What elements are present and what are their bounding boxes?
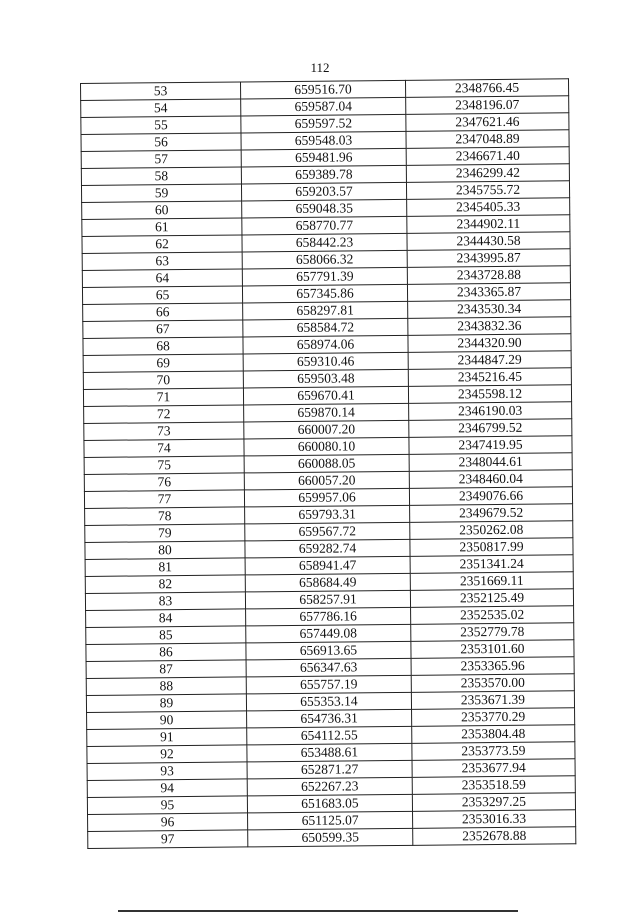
y-coordinate-cell: 2353677.94: [412, 759, 575, 778]
point-number-cell: 61: [82, 218, 242, 237]
point-number-cell: 96: [88, 813, 248, 832]
y-coordinate-cell: 2353770.29: [412, 708, 575, 727]
x-coordinate-cell: 659670.41: [243, 386, 408, 405]
point-number-cell: 60: [82, 201, 242, 220]
point-number-cell: 84: [86, 609, 246, 628]
x-coordinate-cell: 656913.65: [246, 641, 411, 660]
point-number-cell: 72: [84, 405, 244, 424]
point-number-cell: 86: [86, 643, 246, 662]
point-number-cell: 65: [82, 286, 242, 305]
x-coordinate-cell: 660007.20: [244, 420, 409, 439]
y-coordinate-cell: 2353518.59: [412, 776, 575, 795]
point-number-cell: 56: [81, 133, 241, 152]
point-number-cell: 97: [88, 830, 248, 849]
x-coordinate-cell: 658257.91: [245, 590, 410, 609]
x-coordinate-cell: 659503.48: [243, 369, 408, 388]
point-number-cell: 58: [81, 167, 241, 186]
bottom-rule: [118, 910, 518, 912]
x-coordinate-cell: 659516.70: [240, 80, 405, 99]
y-coordinate-cell: 2353773.59: [412, 742, 575, 761]
x-coordinate-cell: 654736.31: [247, 709, 412, 728]
y-coordinate-cell: 2349679.52: [410, 504, 573, 523]
x-coordinate-cell: 659548.03: [241, 131, 406, 150]
x-coordinate-cell: 658584.72: [243, 318, 408, 337]
x-coordinate-cell: 660080.10: [244, 437, 409, 456]
y-coordinate-cell: 2348766.45: [405, 79, 568, 98]
x-coordinate-cell: 659597.52: [241, 114, 406, 133]
x-coordinate-cell: 655353.14: [246, 692, 411, 711]
x-coordinate-cell: 653488.61: [247, 743, 412, 762]
y-coordinate-cell: 2346799.52: [409, 419, 572, 438]
y-coordinate-cell: 2353365.96: [411, 657, 574, 676]
y-coordinate-cell: 2347419.95: [409, 436, 572, 455]
x-coordinate-cell: 652871.27: [247, 760, 412, 779]
x-coordinate-cell: 658297.81: [243, 301, 408, 320]
point-number-cell: 69: [83, 354, 243, 373]
y-coordinate-cell: 2350262.08: [410, 521, 573, 540]
x-coordinate-cell: 659282.74: [245, 539, 410, 558]
point-number-cell: 64: [82, 269, 242, 288]
point-number-cell: 74: [84, 439, 244, 458]
y-coordinate-cell: 2343530.34: [408, 300, 571, 319]
y-coordinate-cell: 2352125.49: [410, 589, 573, 608]
y-coordinate-cell: 2346671.40: [406, 147, 569, 166]
y-coordinate-cell: 2352779.78: [411, 623, 574, 642]
y-coordinate-cell: 2345405.33: [407, 198, 570, 217]
point-number-cell: 59: [81, 184, 241, 203]
x-coordinate-cell: 658066.32: [242, 250, 407, 269]
x-coordinate-cell: 658941.47: [245, 556, 410, 575]
x-coordinate-cell: 659587.04: [241, 97, 406, 116]
y-coordinate-cell: 2343728.88: [407, 266, 570, 285]
y-coordinate-cell: 2352678.88: [413, 827, 576, 846]
y-coordinate-cell: 2348044.61: [409, 453, 572, 472]
y-coordinate-cell: 2353016.33: [413, 810, 576, 829]
point-number-cell: 62: [82, 235, 242, 254]
point-number-cell: 88: [86, 677, 246, 696]
point-number-cell: 92: [87, 745, 247, 764]
point-number-cell: 67: [83, 320, 243, 339]
point-number-cell: 89: [86, 694, 246, 713]
x-coordinate-cell: 651683.05: [247, 794, 412, 813]
y-coordinate-cell: 2348460.04: [409, 470, 572, 489]
y-coordinate-cell: 2349076.66: [409, 487, 572, 506]
x-coordinate-cell: 659389.78: [241, 165, 406, 184]
x-coordinate-cell: 657791.39: [242, 267, 407, 286]
x-coordinate-cell: 659048.35: [242, 199, 407, 218]
point-number-cell: 75: [84, 456, 244, 475]
y-coordinate-cell: 2343832.36: [408, 317, 571, 336]
y-coordinate-cell: 2353101.60: [411, 640, 574, 659]
y-coordinate-cell: 2353671.39: [411, 691, 574, 710]
y-coordinate-cell: 2353804.48: [412, 725, 575, 744]
point-number-cell: 53: [81, 82, 241, 101]
x-coordinate-cell: 658974.06: [243, 335, 408, 354]
x-coordinate-cell: 651125.07: [248, 811, 413, 830]
x-coordinate-cell: 660057.20: [244, 471, 409, 490]
y-coordinate-cell: 2351341.24: [410, 555, 573, 574]
x-coordinate-cell: 659870.14: [244, 403, 409, 422]
point-number-cell: 66: [83, 303, 243, 322]
coordinate-table: [80, 78, 576, 849]
x-coordinate-cell: 658442.23: [242, 233, 407, 252]
y-coordinate-cell: 2351669.11: [410, 572, 573, 591]
x-coordinate-cell: 659567.72: [245, 522, 410, 541]
x-coordinate-cell: 657345.86: [242, 284, 407, 303]
y-coordinate-cell: 2346190.03: [409, 402, 572, 421]
y-coordinate-cell: 2347048.89: [406, 130, 569, 149]
point-number-cell: 73: [84, 422, 244, 441]
point-number-cell: 87: [86, 660, 246, 679]
y-coordinate-cell: 2344430.58: [407, 232, 570, 251]
point-number-cell: 93: [87, 762, 247, 781]
y-coordinate-cell: 2346299.42: [406, 164, 569, 183]
x-coordinate-cell: 650599.35: [248, 828, 413, 847]
y-coordinate-cell: 2347621.46: [406, 113, 569, 132]
point-number-cell: 57: [81, 150, 241, 169]
point-number-cell: 76: [84, 473, 244, 492]
point-number-cell: 68: [83, 337, 243, 356]
point-number-cell: 91: [87, 728, 247, 747]
point-number-cell: 54: [81, 99, 241, 118]
x-coordinate-cell: 655757.19: [246, 675, 411, 694]
y-coordinate-cell: 2352535.02: [411, 606, 574, 625]
x-coordinate-cell: 657786.16: [246, 607, 411, 626]
x-coordinate-cell: 654112.55: [247, 726, 412, 745]
x-coordinate-cell: 659203.57: [241, 182, 406, 201]
x-coordinate-cell: 656347.63: [246, 658, 411, 677]
y-coordinate-cell: 2348196.07: [406, 96, 569, 115]
table-body: [81, 79, 576, 849]
point-number-cell: 81: [85, 558, 245, 577]
x-coordinate-cell: 658684.49: [245, 573, 410, 592]
point-number-cell: 85: [86, 626, 246, 645]
x-coordinate-cell: 659793.31: [245, 505, 410, 524]
x-coordinate-cell: 657449.08: [246, 624, 411, 643]
point-number-cell: 80: [85, 541, 245, 560]
point-number-cell: 63: [82, 252, 242, 271]
x-coordinate-cell: 659481.96: [241, 148, 406, 167]
x-coordinate-cell: 658770.77: [242, 216, 407, 235]
point-number-cell: 71: [83, 388, 243, 407]
point-number-cell: 77: [84, 490, 244, 509]
point-number-cell: 94: [87, 779, 247, 798]
y-coordinate-cell: 2345755.72: [406, 181, 569, 200]
point-number-cell: 82: [85, 575, 245, 594]
y-coordinate-cell: 2345216.45: [408, 368, 571, 387]
point-number-cell: 90: [87, 711, 247, 730]
point-number-cell: 79: [85, 524, 245, 543]
point-number-cell: 78: [85, 507, 245, 526]
y-coordinate-cell: 2353297.25: [412, 793, 575, 812]
y-coordinate-cell: 2344902.11: [407, 215, 570, 234]
x-coordinate-cell: 652267.23: [247, 777, 412, 796]
y-coordinate-cell: 2344847.29: [408, 351, 571, 370]
point-number-cell: 83: [85, 592, 245, 611]
y-coordinate-cell: 2350817.99: [410, 538, 573, 557]
point-number-cell: 70: [83, 371, 243, 390]
point-number-cell: 55: [81, 116, 241, 135]
y-coordinate-cell: 2343365.87: [407, 283, 570, 302]
x-coordinate-cell: 660088.05: [244, 454, 409, 473]
y-coordinate-cell: 2344320.90: [408, 334, 571, 353]
y-coordinate-cell: 2353570.00: [411, 674, 574, 693]
y-coordinate-cell: 2345598.12: [408, 385, 571, 404]
y-coordinate-cell: 2343995.87: [407, 249, 570, 268]
point-number-cell: 95: [87, 796, 247, 815]
x-coordinate-cell: 659310.46: [243, 352, 408, 371]
page-number: 112: [310, 60, 330, 75]
x-coordinate-cell: 659957.06: [244, 488, 409, 507]
